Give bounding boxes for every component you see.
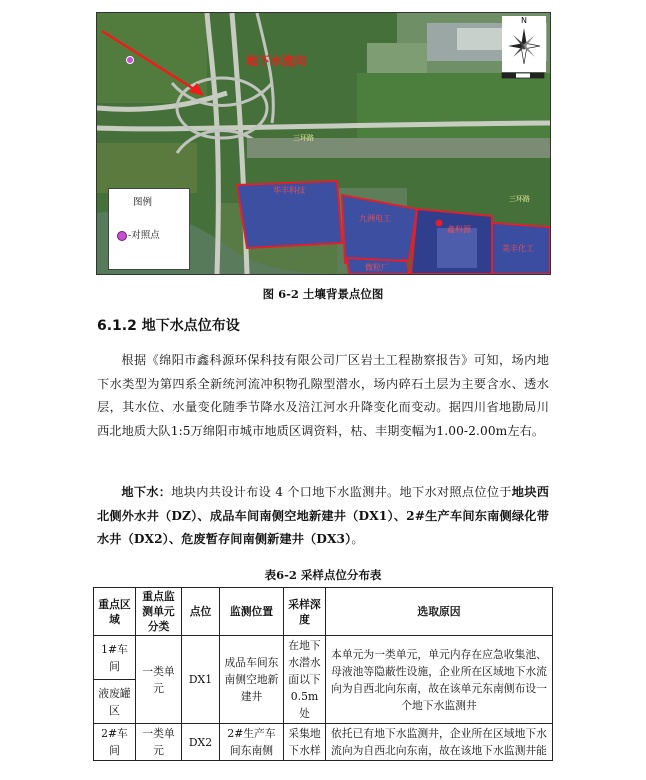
header-unit: 重点监测单元分类 — [136, 588, 182, 636]
cell-depth: 采集地下水样 — [284, 724, 326, 761]
legend-title: 图例 — [133, 197, 153, 208]
control-point-icon — [117, 231, 127, 241]
cell-location: 2#生产车间东南侧 — [220, 724, 284, 761]
area-label: 鑫科源 — [447, 225, 471, 234]
paragraph-highlight: 地块西北侧外水井（DZ）、成品车间南侧空地新建井（DX1）、2#生产车间东南侧绿化带水井（DX2）、危废暂存间南侧新建井（DX3） — [97, 485, 549, 547]
paragraph-body: 地块内共设计布设 4 个口地下水监测井。地下水对照点位位于 — [171, 485, 512, 499]
cell-point: DX1 — [182, 636, 220, 724]
cell-location: 成品车间东南侧空地新建井 — [220, 636, 284, 724]
site-map — [97, 13, 550, 274]
paragraph-groundwater-points — [97, 481, 549, 552]
cell-point: DX2 — [182, 724, 220, 761]
road-label: 三环路 — [509, 195, 530, 203]
compass-north-label: N — [521, 16, 527, 25]
cell-depth: 在地下水潜水面以下0.5m处 — [284, 636, 326, 724]
map-legend — [108, 188, 190, 270]
header-region: 重点区域 — [94, 588, 136, 636]
road-label: 三环路 — [293, 134, 314, 142]
paragraph-text: 根据《绵阳市鑫科源环保科技有限公司厂区岩土工程勘察报告》可知，场内地下水类型为第四系全新统河流冲积物孔隙型潜水，场内碎石土层为主要含水、透水层，其水位、水量变化随季节降水及涪江河水升降变化而变动。据四川省地勘局川西北地质大队1:5万绵阳市城市地质区调资料，枯、丰期变幅为1.00-2.00m左右。 — [97, 353, 549, 438]
sampling-table — [93, 587, 553, 761]
table-header-row — [94, 588, 553, 636]
area-label: 微粒厂 — [365, 263, 389, 272]
paragraph-tail: 。 — [351, 532, 364, 547]
header-reason: 选取原因 — [326, 588, 553, 636]
north-arrow-icon — [502, 16, 546, 82]
cell-region: 2#车间 — [94, 724, 136, 761]
section-title: 6.1.2 地下水点位布设 — [97, 318, 240, 334]
header-point: 点位 — [182, 588, 220, 636]
cell-reason: 本单元为一类单元，单元内存在应急收集池、母液池等隐蔽性设施，企业所在区域地下水流向为自西北向东南，故在该单元东南侧布设一个地下水监测井 — [326, 636, 553, 724]
table-row — [94, 724, 553, 761]
table-caption: 表6-2 采样点位分布表 — [264, 568, 382, 582]
paragraph-hydrogeology — [97, 349, 549, 443]
cell-unit: 一类单元 — [136, 724, 182, 761]
header-location: 监测位置 — [220, 588, 284, 636]
groundwater-flow-label: 地下水流向 — [246, 54, 307, 68]
cell-region: 液废罐区 — [94, 680, 136, 724]
area-label: 华丰科技 — [273, 186, 305, 195]
legend-item-label: -对照点 — [128, 230, 160, 241]
cell-unit: 一类单元 — [136, 636, 182, 724]
table-row — [94, 636, 553, 680]
paragraph-text — [97, 481, 549, 552]
cell-region: 1#车间 — [94, 636, 136, 680]
paragraph-lead: 地下水： — [121, 485, 172, 499]
header-depth: 采样深度 — [284, 588, 326, 636]
area-label: 美丰化工 — [502, 244, 534, 253]
cell-reason: 依托已有地下水监测井，企业所在区域地下水流向为自西北向东南，故在该地下水监测井能 — [326, 724, 553, 761]
area-label: 九洲电工 — [359, 214, 391, 223]
figure-caption: 图 6-2 土壤背景点位图 — [262, 287, 384, 301]
